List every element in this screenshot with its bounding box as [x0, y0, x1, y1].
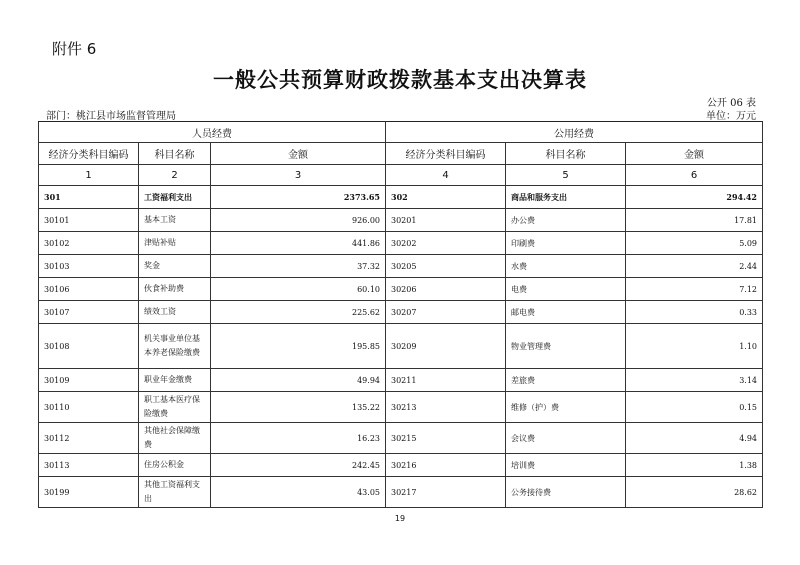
- attachment-label: 附件 6: [52, 40, 97, 58]
- department-label: 部门：桃江县市场监督管理局: [46, 111, 176, 122]
- amount-cell: 16.23: [211, 423, 386, 454]
- amount-cell: 49.94: [211, 369, 386, 392]
- name-cell: 津贴补贴: [139, 232, 211, 255]
- name-cell: 培训费: [506, 454, 626, 477]
- table-row: [39, 278, 763, 301]
- code-cell: 30202: [386, 232, 506, 255]
- code-cell: 30217: [386, 477, 506, 508]
- amount-cell: 1.38: [626, 454, 763, 477]
- amount-header: 金额: [626, 143, 763, 165]
- amount-cell: 5.09: [626, 232, 763, 255]
- amount-cell: 4.94: [626, 423, 763, 454]
- amount-cell: 195.85: [211, 324, 386, 369]
- name-header: 科目名称: [139, 143, 211, 165]
- name-cell: 公务接待费: [506, 477, 626, 508]
- code-cell: 30102: [39, 232, 139, 255]
- name-cell: 物业管理费: [506, 324, 626, 369]
- name-cell: 职工基本医疗保险缴费: [139, 392, 211, 423]
- table-row: [39, 232, 763, 255]
- column-number: 4: [386, 165, 506, 186]
- column-number: 6: [626, 165, 763, 186]
- code-cell: 30216: [386, 454, 506, 477]
- table-row: [39, 423, 763, 454]
- name-cell: 伙食补助费: [139, 278, 211, 301]
- public-header: 公用经费: [386, 122, 763, 143]
- name-cell: 办公费: [506, 209, 626, 232]
- column-number: 1: [39, 165, 139, 186]
- amount-cell: 225.62: [211, 301, 386, 324]
- code-cell: 30103: [39, 255, 139, 278]
- name-cell: 会议费: [506, 423, 626, 454]
- amount-cell: 294.42: [626, 186, 763, 209]
- amount-cell: 2373.65: [211, 186, 386, 209]
- expenditure-table: [38, 121, 763, 508]
- name-cell: 水费: [506, 255, 626, 278]
- name-cell: 其他工资福利支出: [139, 477, 211, 508]
- code-cell: 30108: [39, 324, 139, 369]
- amount-cell: 441.86: [211, 232, 386, 255]
- name-cell: 机关事业单位基本养老保险缴费: [139, 324, 211, 369]
- amount-cell: 2.44: [626, 255, 763, 278]
- amount-cell: 7.12: [626, 278, 763, 301]
- amount-cell: 3.14: [626, 369, 763, 392]
- code-cell: 30101: [39, 209, 139, 232]
- code-header: 经济分类科目编码: [39, 143, 139, 165]
- code-cell: 30199: [39, 477, 139, 508]
- name-cell: 商品和服务支出: [506, 186, 626, 209]
- column-number: 3: [211, 165, 386, 186]
- code-cell: 30206: [386, 278, 506, 301]
- table-row: [39, 301, 763, 324]
- name-cell: 职业年金缴费: [139, 369, 211, 392]
- code-cell: 30106: [39, 278, 139, 301]
- code-header: 经济分类科目编码: [386, 143, 506, 165]
- name-cell: 基本工资: [139, 209, 211, 232]
- column-number: 5: [506, 165, 626, 186]
- expenditure-table-container: [38, 121, 762, 508]
- code-cell: 30205: [386, 255, 506, 278]
- code-cell: 30215: [386, 423, 506, 454]
- code-cell: 30110: [39, 392, 139, 423]
- name-header: 科目名称: [506, 143, 626, 165]
- form-code: 公开 06 表: [706, 98, 756, 109]
- code-cell: 30211: [386, 369, 506, 392]
- personnel-header: 人员经费: [39, 122, 386, 143]
- amount-cell: 135.22: [211, 392, 386, 423]
- code-cell: 30201: [386, 209, 506, 232]
- name-cell: 奖金: [139, 255, 211, 278]
- amount-cell: 0.33: [626, 301, 763, 324]
- table-row: [39, 186, 763, 209]
- amount-cell: 17.81: [626, 209, 763, 232]
- name-cell: 住房公积金: [139, 454, 211, 477]
- name-cell: 工资福利支出: [139, 186, 211, 209]
- code-cell: 30209: [386, 324, 506, 369]
- table-body: [39, 186, 763, 508]
- amount-cell: 1.10: [626, 324, 763, 369]
- table-row: [39, 454, 763, 477]
- unit-label: 单位：万元: [706, 111, 756, 122]
- amount-header: 金额: [211, 143, 386, 165]
- amount-cell: 0.15: [626, 392, 763, 423]
- code-cell: 30213: [386, 392, 506, 423]
- amount-cell: 37.32: [211, 255, 386, 278]
- amount-cell: 926.00: [211, 209, 386, 232]
- page-title: 一般公共预算财政拨款基本支出决算表: [213, 68, 587, 92]
- page-number: 19: [394, 514, 406, 523]
- table-row: [39, 255, 763, 278]
- code-cell: 30207: [386, 301, 506, 324]
- amount-cell: 242.45: [211, 454, 386, 477]
- name-cell: 邮电费: [506, 301, 626, 324]
- code-cell: 301: [39, 186, 139, 209]
- table-row: [39, 324, 763, 369]
- code-cell: 30107: [39, 301, 139, 324]
- code-cell: 302: [386, 186, 506, 209]
- name-cell: 其他社会保障缴费: [139, 423, 211, 454]
- amount-cell: 43.05: [211, 477, 386, 508]
- name-cell: 差旅费: [506, 369, 626, 392]
- amount-cell: 28.62: [626, 477, 763, 508]
- table-row: [39, 209, 763, 232]
- code-cell: 30112: [39, 423, 139, 454]
- code-cell: 30113: [39, 454, 139, 477]
- name-cell: 维修（护）费: [506, 392, 626, 423]
- name-cell: 印刷费: [506, 232, 626, 255]
- table-row: [39, 369, 763, 392]
- name-cell: 绩效工资: [139, 301, 211, 324]
- code-cell: 30109: [39, 369, 139, 392]
- table-row: [39, 477, 763, 508]
- amount-cell: 60.10: [211, 278, 386, 301]
- table-row: [39, 392, 763, 423]
- name-cell: 电费: [506, 278, 626, 301]
- column-number: 2: [139, 165, 211, 186]
